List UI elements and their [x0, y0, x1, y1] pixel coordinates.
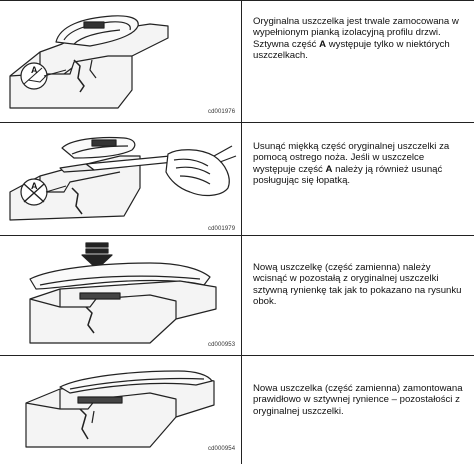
door-seal-original-drawing — [0, 4, 240, 118]
new-seal-installed-drawing — [0, 359, 240, 461]
instruction-text: Nową uszczelkę (część zamienna) należy wcisnąć w pozostałą z oryginalnej uszczelki sztywną rynienkę tak jak to pokazano na rysunku obok. — [253, 262, 462, 308]
callout-label: A — [31, 181, 38, 191]
illustration-step-2 — [0, 126, 240, 232]
instruction-text — [253, 16, 465, 62]
illustration-step-4 — [0, 359, 240, 461]
figure-code: cd000954 — [208, 446, 236, 452]
instruction-text-part: występuje tylko w niektórych uszczelkach. — [253, 38, 450, 62]
row-divider — [0, 235, 474, 236]
column-divider — [241, 0, 242, 464]
instruction-text-part: Oryginalna uszczelka jest trwale zamocowana w wypełnionym pianką izolacyjną profilu drzwi. Sztywna część — [253, 16, 459, 50]
part-a-label: A — [325, 163, 333, 175]
figure-code: cd001979 — [208, 226, 236, 232]
figure-code: cd001976 — [208, 109, 236, 115]
new-seal-pressing-drawing — [0, 239, 240, 351]
instruction-text-part: Usunąć miękką część oryginalnej uszczelki za pomocą ostrego noża. Jeśli w uszczelce występuje część — [253, 141, 450, 175]
illustration-step-1 — [0, 4, 240, 118]
row-divider — [0, 355, 474, 356]
figure-code: cd000953 — [208, 342, 236, 348]
illustration-step-3 — [0, 239, 240, 351]
part-a-label: A — [319, 38, 327, 50]
row-divider — [0, 122, 474, 123]
seal-cutting-drawing — [0, 126, 240, 232]
instruction-text-part: należy ją również usunąć posługując się łopatką. — [253, 163, 443, 187]
instruction-text: Nowa uszczelka (część zamienna) zamontowana prawidłowo w sztywnej rynience – pozostałości z oryginalnej uszczelki. — [253, 383, 463, 417]
callout-label: A — [31, 65, 38, 75]
instruction-text — [253, 141, 465, 187]
row-divider — [0, 0, 474, 1]
